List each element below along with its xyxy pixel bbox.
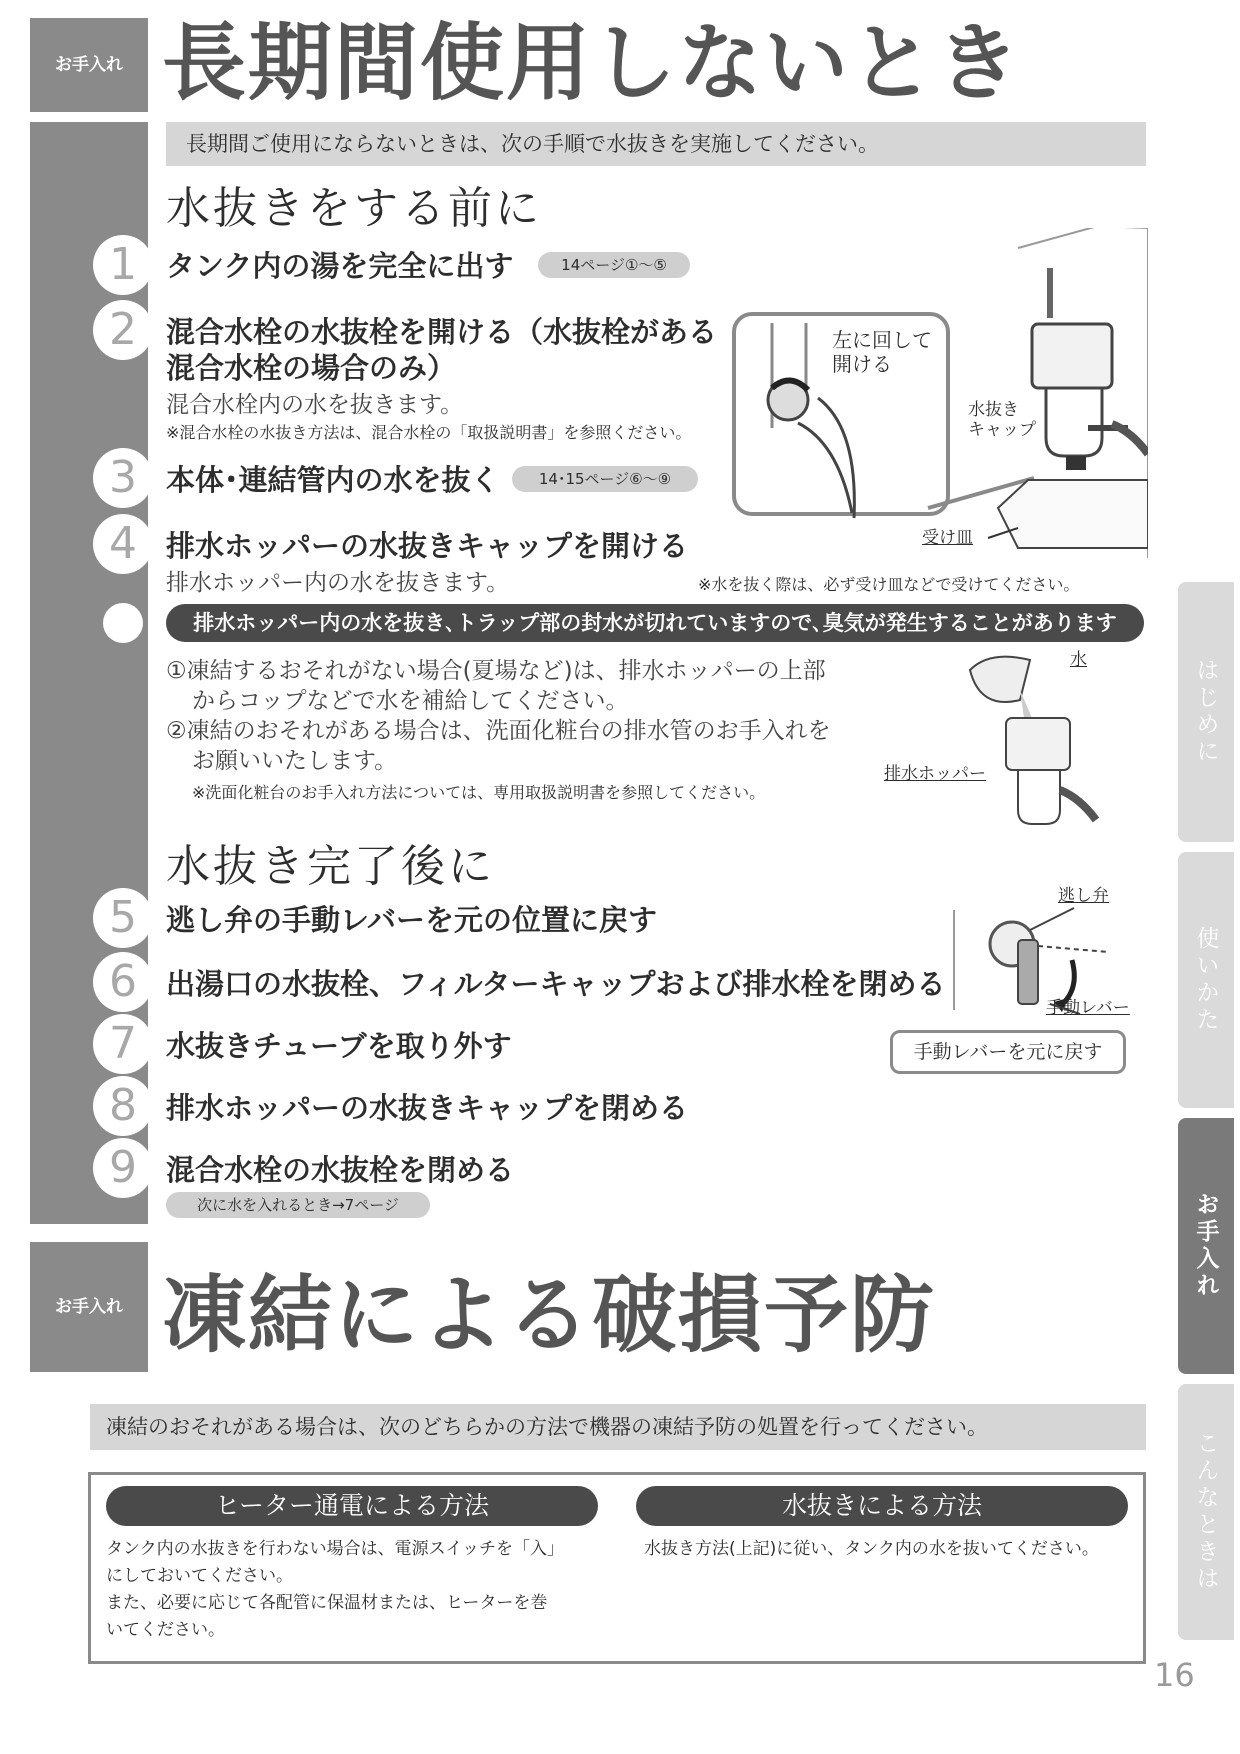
next-page-ref: 次に水を入れるとき→7ページ xyxy=(166,1192,430,1218)
method-line: いてください。 xyxy=(106,1620,225,1640)
method-title: 水抜きによる方法 xyxy=(636,1486,1128,1526)
step-text: 排水ホッパーの水抜きキャップを閉める xyxy=(166,1091,689,1125)
step-text: 排水ホッパーの水抜きキャップを開ける xyxy=(166,529,689,563)
warning-item: ①凍結するおそれがない場合(夏場など)は、排水ホッパーの上部 xyxy=(166,658,826,684)
step-text: 逃し弁の手動レバーを元の位置に戻す xyxy=(166,903,657,937)
step-text: 本体･連結管内の水を抜く xyxy=(166,463,500,497)
page-title: 長期間使用しないとき xyxy=(162,14,1023,112)
step-text: 混合水栓の場合のみ） xyxy=(166,351,457,385)
step-number: 2 xyxy=(93,300,153,360)
step-number: 3 xyxy=(93,448,153,508)
warning-note: ※洗面化粧台のお手入れ方法については、専用取扱説明書を参照してください。 xyxy=(192,783,766,802)
lever-caption-box: 手動レバーを元に戻す xyxy=(890,1030,1126,1074)
side-tab-troubleshooting[interactable]: こんなときは xyxy=(1178,1384,1234,1640)
drain-cap-label: 水抜き キャップ xyxy=(968,400,1036,441)
warning-dot xyxy=(103,603,143,643)
step-number: 6 xyxy=(93,952,153,1012)
step-note: ※水を抜く際は、必ず受け皿などで受けてください。 xyxy=(698,575,1080,594)
step-text: 水抜きチューブを取り外す xyxy=(166,1029,512,1063)
section-badge: お手入れ xyxy=(30,18,148,112)
freeze-intro-bar: 凍結のおそれがある場合は、次のどちらかの方法で機器の凍結予防の処置を行ってください。 xyxy=(90,1404,1146,1450)
step-text: 混合水栓の水抜栓を閉める xyxy=(166,1153,515,1187)
method-line: また、必要に応じて各配管に保温材または、ヒーターを巻 xyxy=(106,1593,548,1613)
relief-valve-label: 逃し弁 xyxy=(1058,886,1109,906)
intro-bar: 長期間ご使用にならないときは、次の手順で水抜きを実施してください。 xyxy=(166,122,1146,166)
warning-item: お願いいたします。 xyxy=(192,748,398,774)
water-label: 水 xyxy=(1070,650,1087,670)
page-ref-pill: 14･15ページ⑥〜⑨ xyxy=(512,466,698,492)
side-tab-usage[interactable]: 使いかた xyxy=(1178,852,1234,1108)
section-badge: お手入れ xyxy=(30,1242,148,1372)
step-number: 4 xyxy=(93,514,153,574)
manual-lever-label: 手動レバー xyxy=(1046,998,1130,1018)
method-title: ヒーター通電による方法 xyxy=(106,1486,598,1526)
method-line: 水抜き方法(上記)に従い、タンク内の水を抜いてください。 xyxy=(644,1539,1099,1559)
page-ref-pill: 14ページ①〜⑤ xyxy=(538,252,690,278)
page-number: 16 xyxy=(1154,1656,1195,1694)
step-text: 出湯口の水抜栓、フィルターキャップおよび排水栓を閉める xyxy=(166,967,946,1001)
method-description xyxy=(106,1536,606,1644)
step-number: 9 xyxy=(93,1138,153,1198)
warning-item: からコップなどで水を補給してください。 xyxy=(192,688,629,714)
step-text: 混合水栓の水抜栓を開ける（水抜栓がある xyxy=(166,315,718,349)
turn-to-open-label: 左に回して 開ける xyxy=(832,328,932,376)
tray-label: 受け皿 xyxy=(922,528,973,548)
warning-bar: 排水ホッパー内の水を抜き､トラップ部の封水が切れていますので､臭気が発生することがあります xyxy=(166,604,1144,642)
step-subtext: 排水ホッパー内の水を抜きます。 xyxy=(166,570,510,596)
step-text: タンク内の湯を完全に出す xyxy=(166,249,514,283)
step-note: ※混合水栓の水抜き方法は、混合水栓の「取扱説明書」を参照ください。 xyxy=(166,423,692,442)
section-heading-before: 水抜きをする前に xyxy=(166,183,542,234)
side-tab-maintenance[interactable]: お手入れ xyxy=(1178,1118,1234,1374)
warning-item: ②凍結のおそれがある場合は、洗面化粧台の排水管のお手入れを xyxy=(166,718,831,744)
step-number: 8 xyxy=(93,1076,153,1136)
hopper-label: 排水ホッパー xyxy=(884,764,986,784)
method-description xyxy=(644,1536,1124,1563)
drain-illustration xyxy=(728,228,1148,558)
section-heading-after: 水抜き完了後に xyxy=(166,841,495,892)
hopper-illustration xyxy=(960,650,1100,840)
side-tab-introduction[interactable]: はじめに xyxy=(1178,582,1234,842)
step-subtext: 混合水栓内の水を抜きます。 xyxy=(166,392,464,418)
step-number: 7 xyxy=(93,1014,153,1074)
method-line: タンク内の水抜きを行わない場合は、電源スイッチを「入」 xyxy=(106,1539,564,1559)
step-number: 1 xyxy=(93,235,153,295)
section-title: 凍結による破損予防 xyxy=(162,1266,937,1364)
step-number: 5 xyxy=(93,888,153,948)
method-line: にしておいてください。 xyxy=(106,1566,293,1586)
